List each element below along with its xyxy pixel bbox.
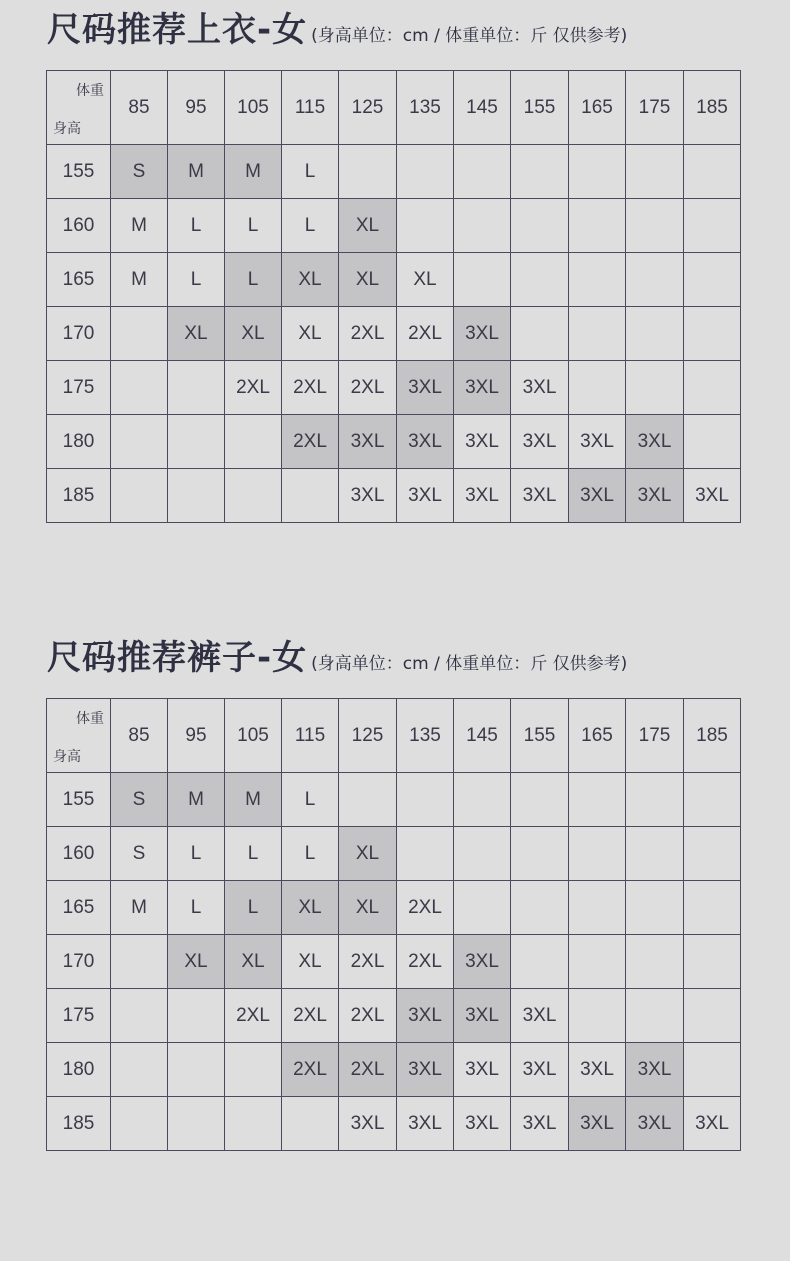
size-cell	[626, 307, 684, 361]
size-cell-highlighted: 3XL	[569, 1097, 626, 1151]
size-cell	[111, 307, 168, 361]
size-cell	[454, 773, 511, 827]
size-cell: L	[168, 881, 225, 935]
table-row	[47, 1043, 741, 1097]
height-header: 165	[47, 881, 111, 935]
size-cell: L	[282, 773, 339, 827]
size-cell	[168, 415, 225, 469]
size-cell: L	[225, 199, 282, 253]
weight-header: 85	[111, 71, 168, 145]
title-row	[47, 630, 627, 679]
size-cell: 2XL	[339, 989, 397, 1043]
size-cell	[569, 199, 626, 253]
weight-header: 105	[225, 71, 282, 145]
size-cell-highlighted: 3XL	[397, 1043, 454, 1097]
table-row	[47, 253, 741, 307]
size-cell	[569, 881, 626, 935]
size-cell: L	[282, 199, 339, 253]
size-cell	[569, 145, 626, 199]
size-cell: 3XL	[397, 1097, 454, 1151]
size-cell: L	[282, 827, 339, 881]
size-cell	[684, 199, 741, 253]
size-cell	[225, 1043, 282, 1097]
size-cell	[397, 827, 454, 881]
height-header: 175	[47, 361, 111, 415]
size-cell	[454, 827, 511, 881]
size-cell: 3XL	[397, 469, 454, 523]
corner-labels	[47, 699, 110, 772]
size-cell: 2XL	[397, 935, 454, 989]
size-cell	[684, 935, 741, 989]
size-cell: 3XL	[511, 1043, 569, 1097]
size-cell: L	[168, 199, 225, 253]
size-cell-highlighted: M	[168, 145, 225, 199]
size-cell	[569, 989, 626, 1043]
size-cell: 3XL	[454, 1043, 511, 1097]
weight-header: 165	[569, 699, 626, 773]
size-cell: 3XL	[569, 1043, 626, 1097]
size-cell	[626, 773, 684, 827]
size-cell: 2XL	[339, 361, 397, 415]
weight-header: 175	[626, 71, 684, 145]
size-cell: 3XL	[511, 469, 569, 523]
size-cell: 3XL	[339, 469, 397, 523]
size-cell	[626, 881, 684, 935]
size-cell	[454, 881, 511, 935]
table-row	[47, 199, 741, 253]
size-cell	[684, 989, 741, 1043]
table-row	[47, 415, 741, 469]
size-cell	[282, 1097, 339, 1151]
size-table	[46, 70, 741, 523]
size-cell	[454, 199, 511, 253]
size-cell-highlighted: 3XL	[626, 415, 684, 469]
weight-axis-label: 体重	[76, 83, 104, 99]
size-cell	[225, 1097, 282, 1151]
size-cell	[168, 989, 225, 1043]
size-cell	[626, 361, 684, 415]
size-cell	[168, 1043, 225, 1097]
height-header: 170	[47, 307, 111, 361]
size-cell: 2XL	[397, 307, 454, 361]
weight-axis-label: 体重	[76, 711, 104, 727]
size-cell-highlighted: S	[111, 145, 168, 199]
weight-header: 135	[397, 71, 454, 145]
weight-header: 105	[225, 699, 282, 773]
size-cell	[111, 415, 168, 469]
size-cell	[626, 145, 684, 199]
size-cell-highlighted: M	[225, 145, 282, 199]
weight-header: 175	[626, 699, 684, 773]
height-header: 155	[47, 145, 111, 199]
size-cell-highlighted: XL	[225, 307, 282, 361]
size-cell: 3XL	[684, 469, 741, 523]
size-cell: 2XL	[225, 989, 282, 1043]
size-cell: L	[168, 827, 225, 881]
size-cell-highlighted: 3XL	[339, 415, 397, 469]
table-row	[47, 145, 741, 199]
weight-header: 185	[684, 71, 741, 145]
size-cell	[111, 361, 168, 415]
size-cell	[111, 1043, 168, 1097]
size-cell	[397, 145, 454, 199]
size-cell-highlighted: XL	[339, 199, 397, 253]
chart-title: 尺码推荐上衣-女	[47, 10, 308, 50]
height-header: 165	[47, 253, 111, 307]
table-row	[47, 935, 741, 989]
chart-subtitle: (身高单位：cm / 体重单位：斤 仅供参考)	[311, 26, 628, 46]
weight-header: 125	[339, 699, 397, 773]
size-cell-highlighted: XL	[282, 253, 339, 307]
weight-header: 115	[282, 699, 339, 773]
corner-labels	[47, 71, 110, 144]
size-cell: 3XL	[339, 1097, 397, 1151]
chart-title: 尺码推荐裤子-女	[47, 638, 308, 678]
size-cell-highlighted: M	[168, 773, 225, 827]
size-cell: M	[111, 881, 168, 935]
weight-header: 145	[454, 699, 511, 773]
weight-header: 135	[397, 699, 454, 773]
size-cell	[569, 935, 626, 989]
size-cell	[168, 361, 225, 415]
height-header: 160	[47, 199, 111, 253]
size-cell	[511, 307, 569, 361]
size-cell: 3XL	[569, 415, 626, 469]
size-cell	[511, 773, 569, 827]
size-cell-highlighted: 3XL	[626, 1097, 684, 1151]
size-cell	[111, 469, 168, 523]
height-header: 155	[47, 773, 111, 827]
size-cell: L	[225, 827, 282, 881]
height-header: 160	[47, 827, 111, 881]
size-cell-highlighted: 3XL	[397, 415, 454, 469]
size-cell: 3XL	[511, 1097, 569, 1151]
size-cell-highlighted: 3XL	[454, 989, 511, 1043]
table-row	[47, 773, 741, 827]
size-cell	[684, 253, 741, 307]
size-cell	[397, 773, 454, 827]
size-cell: 2XL	[397, 881, 454, 935]
size-cell: 3XL	[511, 989, 569, 1043]
size-cell-highlighted: 3XL	[397, 361, 454, 415]
height-header: 185	[47, 469, 111, 523]
size-cell: 3XL	[511, 361, 569, 415]
weight-header: 155	[511, 71, 569, 145]
size-cell	[626, 199, 684, 253]
size-cell-highlighted: S	[111, 773, 168, 827]
corner-cell	[47, 699, 111, 773]
size-cell	[569, 361, 626, 415]
size-cell	[454, 145, 511, 199]
size-cell	[569, 773, 626, 827]
size-cell-highlighted: XL	[339, 253, 397, 307]
size-cell-highlighted: 2XL	[282, 415, 339, 469]
size-cell	[339, 773, 397, 827]
size-cell	[684, 415, 741, 469]
size-cell	[684, 827, 741, 881]
size-cell	[684, 773, 741, 827]
size-cell-highlighted: L	[225, 253, 282, 307]
size-cell-highlighted: XL	[339, 827, 397, 881]
table-row	[47, 989, 741, 1043]
size-cell: 2XL	[225, 361, 282, 415]
size-cell-highlighted: 3XL	[397, 989, 454, 1043]
size-cell-highlighted: 2XL	[282, 1043, 339, 1097]
size-cell-highlighted: 3XL	[569, 469, 626, 523]
weight-header: 155	[511, 699, 569, 773]
size-cell	[454, 253, 511, 307]
size-cell	[225, 415, 282, 469]
size-cell	[684, 145, 741, 199]
height-header: 185	[47, 1097, 111, 1151]
size-cell	[684, 307, 741, 361]
weight-header: 85	[111, 699, 168, 773]
header-row	[47, 71, 741, 145]
size-cell	[626, 253, 684, 307]
size-cell	[684, 881, 741, 935]
size-cell: 3XL	[454, 415, 511, 469]
size-cell: S	[111, 827, 168, 881]
table-row	[47, 361, 741, 415]
weight-header: 125	[339, 71, 397, 145]
weight-header: 115	[282, 71, 339, 145]
size-cell	[282, 469, 339, 523]
size-cell	[225, 469, 282, 523]
size-cell	[511, 253, 569, 307]
size-cell: L	[168, 253, 225, 307]
size-cell-highlighted: XL	[168, 935, 225, 989]
size-cell: 3XL	[454, 1097, 511, 1151]
chart-subtitle: (身高单位：cm / 体重单位：斤 仅供参考)	[311, 654, 628, 674]
size-cell	[569, 307, 626, 361]
size-cell-highlighted: 2XL	[339, 1043, 397, 1097]
height-header: 180	[47, 1043, 111, 1097]
table-row	[47, 1097, 741, 1151]
size-cell	[511, 199, 569, 253]
size-cell: 3XL	[511, 415, 569, 469]
height-axis-label: 身高	[53, 121, 81, 137]
table-row	[47, 469, 741, 523]
size-cell-highlighted: XL	[339, 881, 397, 935]
size-cell	[684, 1043, 741, 1097]
size-cell	[168, 469, 225, 523]
size-cell: XL	[282, 307, 339, 361]
size-cell: M	[111, 253, 168, 307]
size-cell-highlighted: L	[225, 881, 282, 935]
size-cell: 2XL	[339, 935, 397, 989]
title-row	[47, 2, 627, 51]
size-cell	[626, 935, 684, 989]
size-cell	[168, 1097, 225, 1151]
size-cell	[511, 145, 569, 199]
table-row	[47, 827, 741, 881]
size-cell: 2XL	[282, 989, 339, 1043]
size-table	[46, 698, 741, 1151]
table-row	[47, 307, 741, 361]
size-cell	[339, 145, 397, 199]
header-row	[47, 699, 741, 773]
weight-header: 185	[684, 699, 741, 773]
size-cell	[684, 361, 741, 415]
size-cell	[626, 827, 684, 881]
size-cell	[569, 827, 626, 881]
size-cell: XL	[397, 253, 454, 307]
size-cell	[111, 989, 168, 1043]
table-body	[47, 699, 741, 1151]
size-cell	[511, 827, 569, 881]
size-cell	[397, 199, 454, 253]
size-cell	[569, 253, 626, 307]
height-header: 170	[47, 935, 111, 989]
size-cell-highlighted: 3XL	[626, 469, 684, 523]
size-cell	[626, 989, 684, 1043]
corner-cell	[47, 71, 111, 145]
weight-header: 95	[168, 71, 225, 145]
size-cell: 2XL	[339, 307, 397, 361]
size-cell-highlighted: XL	[282, 881, 339, 935]
size-cell-highlighted: 3XL	[454, 307, 511, 361]
weight-header: 165	[569, 71, 626, 145]
size-cell-highlighted: 3XL	[454, 361, 511, 415]
weight-header: 95	[168, 699, 225, 773]
size-cell-highlighted: XL	[225, 935, 282, 989]
height-header: 180	[47, 415, 111, 469]
size-cell	[111, 1097, 168, 1151]
weight-header: 145	[454, 71, 511, 145]
table-body	[47, 71, 741, 523]
size-cell: 2XL	[282, 361, 339, 415]
size-cell-highlighted: 3XL	[626, 1043, 684, 1097]
size-cell: 3XL	[454, 469, 511, 523]
size-cell: M	[111, 199, 168, 253]
size-cell-highlighted: M	[225, 773, 282, 827]
size-cell-highlighted: XL	[168, 307, 225, 361]
size-cell: L	[282, 145, 339, 199]
size-cell-highlighted: 3XL	[454, 935, 511, 989]
size-cell	[111, 935, 168, 989]
height-axis-label: 身高	[53, 749, 81, 765]
size-cell: 3XL	[684, 1097, 741, 1151]
height-header: 175	[47, 989, 111, 1043]
size-cell: XL	[282, 935, 339, 989]
size-cell	[511, 935, 569, 989]
table-row	[47, 881, 741, 935]
size-cell	[511, 881, 569, 935]
